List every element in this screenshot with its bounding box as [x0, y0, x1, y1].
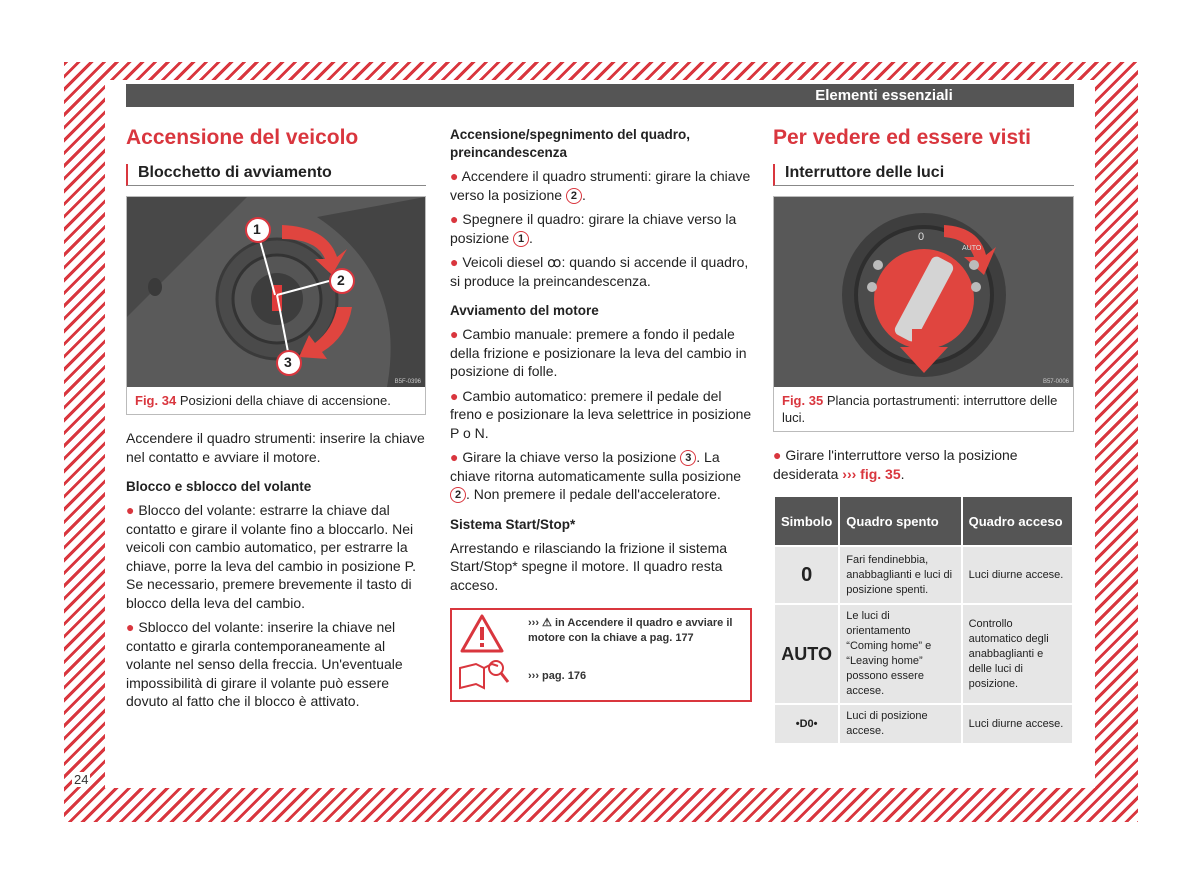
bullet-icon: ●: [126, 502, 135, 518]
dial-label-0: 0: [918, 231, 925, 243]
table-row: [774, 604, 1073, 704]
bullet-icon: ●: [450, 254, 459, 270]
ignition-illustration: [127, 197, 425, 387]
on-cell: Luci diurne accese.: [962, 546, 1073, 604]
figure-caption-text: Plancia portastrumenti: interruttore delle luci.: [782, 393, 1058, 425]
table-row: [774, 546, 1073, 604]
page-number: 24: [74, 772, 89, 787]
column-2: [450, 120, 752, 702]
bullet-icon: ●: [773, 447, 782, 463]
item-text: Veicoli diesel ꝏ: quando si accende il quadro, si produce la preincandescenza.: [450, 254, 749, 289]
item-automatico: [450, 387, 752, 443]
section-title: Elementi essenziali: [815, 87, 953, 104]
paragraph-sblocco: [126, 618, 426, 711]
warning-box: [450, 608, 752, 702]
figure-35: [773, 196, 1074, 432]
figure-caption-text: Posizioni della chiave di accensione.: [179, 393, 391, 408]
item-text: Girare la chiave verso la posizione: [462, 449, 677, 465]
warning-triangle-icon: [460, 614, 504, 654]
heading-blocco: Blocco e sblocco del volante: [126, 479, 312, 494]
figure-code: B5F-0396: [394, 379, 421, 385]
instruction-text: Girare l'interruttore verso la posizione desiderata: [773, 447, 1018, 482]
page-title: Accensione del veicolo: [126, 126, 359, 149]
item-diesel: [450, 253, 752, 290]
item-text: . La chiave ritorna automaticamente sulla posizione: [450, 449, 742, 484]
figure-34: [126, 196, 426, 415]
table-header-row: [774, 496, 1073, 546]
position-marker: 2: [566, 188, 582, 204]
subtitle-interruttore: Interruttore delle luci: [773, 164, 1074, 186]
header-off: Quadro spento: [839, 496, 961, 546]
section-header: [126, 84, 1074, 107]
intro-text: Accendere il quadro strumenti: inserire la chiave nel contatto e avviare il motore.: [126, 430, 425, 465]
position-lights-icon: •D0•: [774, 704, 839, 744]
on-cell: Luci diurne accese.: [962, 704, 1073, 744]
item-manuale: [450, 325, 752, 381]
dial-label-auto: AUTO: [962, 245, 982, 252]
bullet-icon: ●: [450, 211, 459, 227]
heading-startstop: Sistema Start/Stop*: [450, 516, 576, 532]
off-cell: Fari fendinebbia, anabbaglianti e luci di posizione spenti.: [839, 546, 961, 604]
item-text: Cambio manuale: premere a fondo il pedale della frizione e posizionare la leva del cambio in posizione di folle.: [450, 326, 747, 379]
paragraph-startstop: Arrestando e rilasciando la frizione il sistema Start/Stop* spegne il motore. Il quadro resta acceso.: [450, 539, 728, 593]
marker-3: 3: [284, 354, 292, 370]
subtitle-blocchetto: Blocchetto di avviamento: [126, 164, 426, 186]
paragraph-blocco-text: Blocco del volante: estrarre la chiave dal contatto e girare il volante fino a bloccarlo. Nei veicoli con cambio automatico, per estrarre la chiave, porre la leva del cambio in posizione P. Se necessario, premere brevemente il tasto di blocco della leva del cambio.: [126, 502, 417, 611]
symbol-cell: 0: [774, 546, 839, 604]
item-girare: [450, 448, 752, 504]
off-cell: Le luci di orientamento “Coming home” e “Leaving home” possono essere accese.: [839, 604, 961, 704]
figure-code: B57-0006: [1042, 379, 1069, 385]
item-text: . Non premere il pedale dell'acceleratore.: [466, 486, 721, 502]
header-on: Quadro acceso: [962, 496, 1073, 546]
item-accendere: ● Accendere il quadro strumenti: girare la chiave verso la posizione 2 .: [450, 168, 751, 203]
bullet-icon: ●: [126, 619, 135, 635]
figure-label: Fig. 34: [135, 393, 177, 408]
item-text: Spegnere il quadro: girare la chiave verso la posizione: [450, 211, 737, 246]
paragraph-blocco: [126, 501, 426, 612]
light-switch-illustration: [774, 197, 1073, 387]
item-text: Accendere il quadro strumenti: girare la chiave verso la posizione: [450, 168, 751, 203]
figure-caption: [774, 387, 1073, 431]
marker-1: 1: [253, 221, 261, 237]
header-symbol: Simbolo: [774, 496, 839, 546]
instruction: ● Girare l'interruttore verso la posizione desiderata ››› fig. 35.: [773, 447, 1018, 482]
item-spegnere: ● Spegnere il quadro: girare la chiave verso la posizione 1 .: [450, 211, 737, 246]
bullet-icon: ●: [450, 326, 459, 342]
lights-table: [773, 495, 1074, 745]
bullet-icon: ●: [450, 168, 459, 184]
figure-reference-link[interactable]: ››› fig. 35: [842, 465, 901, 482]
paragraph-sblocco-text: Sblocco del volante: inserire la chiave nel contatto e girarla contemporaneamente al volante nel senso della freccia. Un'eventuale impossibilità di girare il volante può essere dovuto al fatto che il blocco è attivato.: [126, 619, 403, 709]
section-title-luci: Per vedere ed essere visti: [773, 126, 1032, 149]
symbol-cell: AUTO: [774, 604, 839, 704]
on-cell: Controllo automatico degli anabbaglianti e delle luci di posizione.: [962, 604, 1073, 704]
manual-reference-icon: [458, 658, 510, 692]
position-marker: 2: [450, 487, 466, 503]
heading-quadro: Accensione/spegnimento del quadro, preincandescenza: [450, 127, 691, 160]
position-marker: 1: [513, 231, 529, 247]
light-switch-drawing: [774, 197, 1073, 387]
column-3: [773, 120, 1074, 745]
bullet-icon: ●: [450, 449, 459, 465]
off-cell: Luci di posizione accese.: [839, 704, 961, 744]
figure-caption: [127, 387, 425, 414]
marker-2: 2: [337, 272, 345, 288]
heading-avviamento: Avviamento del motore: [450, 303, 599, 318]
page-reference-link[interactable]: ››› pag. 176: [528, 670, 587, 682]
warning-link[interactable]: ››› ⚠ in Accendere il quadro e avviare il motore con la chiave a pag. 177: [528, 617, 733, 644]
column-1: [126, 120, 426, 717]
figure-label: Fig. 35: [782, 393, 824, 408]
bullet-icon: ●: [450, 387, 459, 404]
position-marker: 3: [680, 450, 696, 466]
ignition-drawing: [127, 197, 425, 387]
item-text: Cambio automatico: premere il pedale del freno e posizionare la leva selettrice in posizione P o N.: [450, 387, 752, 441]
table-row: [774, 704, 1073, 744]
